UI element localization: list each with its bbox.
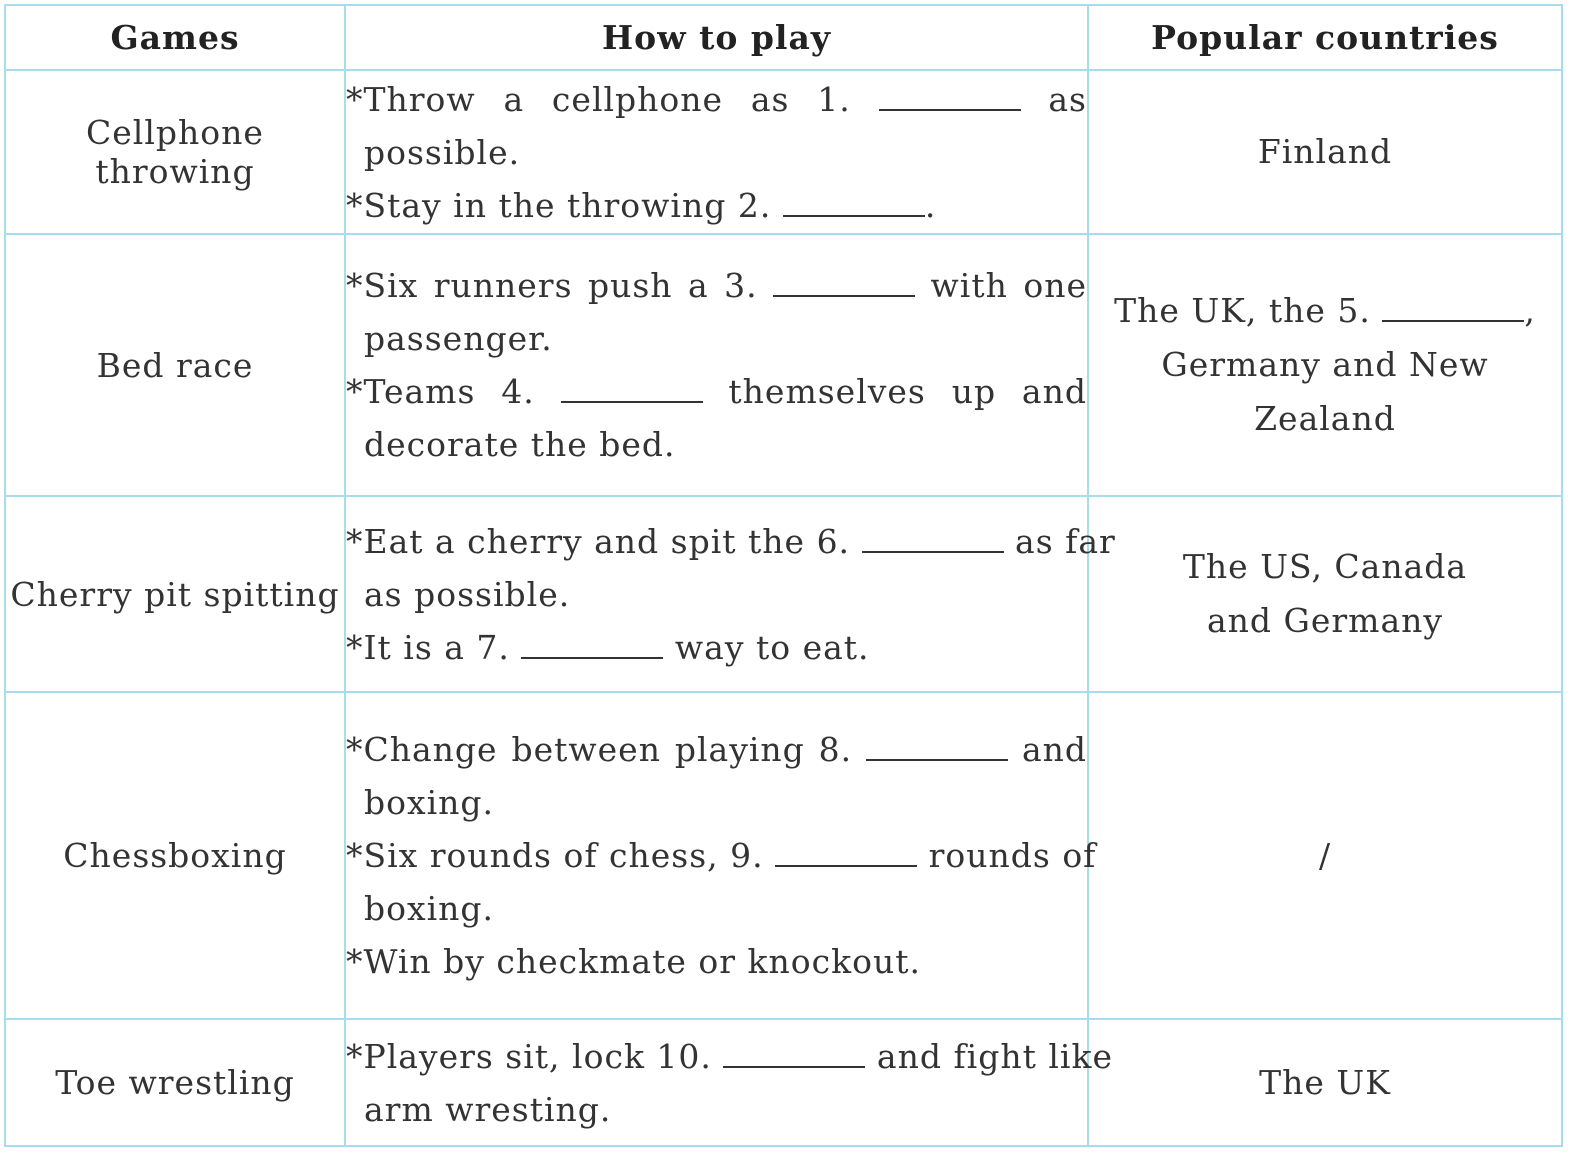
country-line: [1089, 338, 1561, 446]
game-name-cell: [5, 1019, 345, 1146]
instruction-text: as: [1020, 79, 1087, 119]
instruction-text: and fight like: [865, 1036, 1113, 1076]
instruction-line: [346, 1030, 1113, 1083]
instruction-text: *It is a 7.: [346, 627, 522, 667]
instruction-text: *Throw a cellphone as 1.: [346, 79, 879, 119]
instruction-line: [346, 259, 1087, 312]
country-text: The US, Canada: [1182, 547, 1468, 586]
answer-blank[interactable]: [775, 841, 917, 867]
table-row: [5, 1019, 1562, 1146]
answer-blank[interactable]: [1382, 296, 1524, 322]
header-popular-countries: Popular countries: [1088, 5, 1562, 70]
how-to-play-cell: [345, 70, 1088, 234]
popular-countries-cell: [1088, 496, 1562, 692]
instruction-text: and: [1008, 730, 1087, 769]
instruction-text: *Win by checkmate or knockout.: [346, 942, 921, 981]
game-name: Cherry pit spitting: [10, 574, 340, 614]
instruction-line: [346, 515, 1116, 568]
country-text: /: [1318, 835, 1332, 875]
country-line: [1089, 594, 1561, 648]
answer-blank[interactable]: [783, 191, 925, 217]
game-name-cell: [5, 234, 345, 496]
country-line: [1089, 284, 1561, 338]
instruction-line: [346, 829, 1097, 882]
answer-blank[interactable]: [561, 377, 703, 403]
game-name-cell: [5, 496, 345, 692]
instruction-text: *Stay in the throwing 2.: [346, 185, 783, 225]
popular-countries-cell: [1088, 692, 1562, 1019]
instruction-text: arm wresting.: [364, 1089, 612, 1129]
instruction-line: [346, 126, 1087, 179]
country-text: Germany and New Zealand: [1161, 345, 1489, 438]
country-punctuation: ,: [1524, 291, 1536, 330]
instruction-text: possible.: [364, 132, 521, 172]
popular-countries-cell: [1088, 1019, 1562, 1146]
instruction-line: [346, 935, 1087, 988]
instruction-text: passenger.: [364, 319, 553, 358]
table-row: [5, 234, 1562, 496]
instruction-text: *Teams 4.: [346, 372, 561, 411]
instruction-text: with one: [915, 266, 1087, 305]
games-table: [4, 4, 1563, 1147]
instruction-text: *Change between playing 8.: [346, 730, 867, 769]
instruction-line: [346, 568, 1087, 621]
country-text: Finland: [1257, 132, 1393, 171]
instruction-text: boxing.: [364, 783, 495, 822]
answer-blank[interactable]: [879, 85, 1021, 111]
country-line: [1089, 1056, 1561, 1110]
answer-blank[interactable]: [866, 735, 1008, 761]
instruction-text: *Six runners push a 3.: [346, 266, 774, 305]
instruction-text: *Players sit, lock 10.: [346, 1036, 724, 1076]
header-row: [5, 5, 1562, 70]
how-to-play-cell: [345, 692, 1097, 1019]
instruction-text: boxing.: [364, 889, 495, 928]
answer-blank[interactable]: [862, 527, 1004, 553]
popular-countries-cell: [1088, 234, 1562, 496]
table-row: [5, 692, 1562, 1019]
answer-blank[interactable]: [521, 633, 663, 659]
instruction-text: way to eat.: [663, 627, 870, 667]
instruction-text: rounds of: [917, 836, 1097, 875]
instruction-line: [346, 73, 1087, 126]
instruction-line: [346, 621, 1087, 674]
instruction-text: *Six rounds of chess, 9.: [346, 836, 776, 875]
instruction-text: decorate the bed.: [364, 425, 676, 464]
how-to-play-cell: [345, 234, 1088, 496]
country-text: and Germany: [1206, 601, 1444, 640]
country-line: [1089, 829, 1561, 883]
game-name-cell: [5, 692, 345, 1019]
table-row: [5, 496, 1562, 692]
table-row: [5, 70, 1562, 234]
table-wrapper: [4, 4, 1563, 1147]
how-to-play-cell: [345, 496, 1116, 692]
game-name: Chessboxing: [63, 836, 287, 875]
instruction-line: [346, 365, 1087, 418]
game-name: Toe wrestling: [55, 1063, 295, 1102]
instruction-line: [346, 723, 1087, 776]
game-name-cell: [5, 70, 345, 234]
instruction-line: [346, 418, 1087, 471]
instruction-line: [346, 312, 1087, 365]
instruction-line: [346, 776, 1087, 829]
country-line: [1089, 125, 1561, 179]
answer-blank[interactable]: [723, 1042, 865, 1068]
answer-blank[interactable]: [773, 271, 915, 297]
instruction-text: .: [924, 185, 937, 225]
header-games: Games: [5, 5, 345, 70]
instruction-text: as far: [1003, 521, 1116, 561]
instruction-text: themselves up and: [702, 372, 1087, 411]
country-text: The UK, the 5.: [1114, 291, 1383, 330]
instruction-line: [346, 1083, 1087, 1136]
instruction-text: *Eat a cherry and spit the 6.: [346, 521, 862, 561]
how-to-play-cell: [345, 1019, 1113, 1146]
country-text: The UK: [1259, 1062, 1391, 1102]
popular-countries-cell: [1088, 70, 1562, 234]
country-line: [1089, 540, 1561, 594]
instruction-line: [346, 882, 1087, 935]
header-how-to-play: How to play: [345, 5, 1088, 70]
instruction-line: [346, 179, 1087, 232]
game-name: Bed race: [96, 345, 254, 385]
game-name: Cellphone throwing: [86, 113, 264, 191]
instruction-text: as possible.: [364, 574, 571, 614]
